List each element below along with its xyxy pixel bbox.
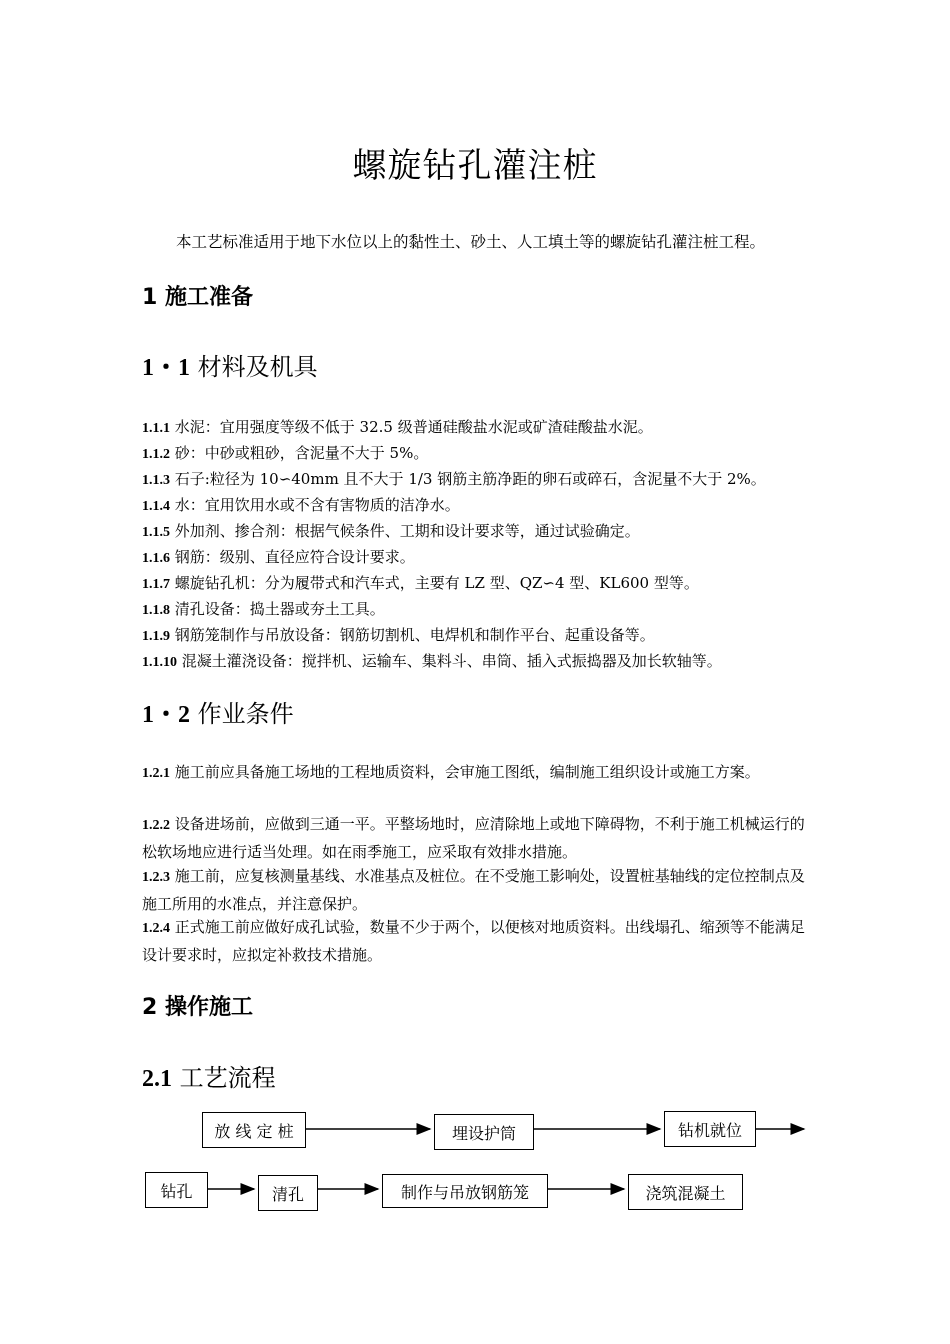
item-number: 1.1.2 [142,447,170,462]
item-text: 正式施工前应做好成孔试验，数量不少于两个，以便核对地质资料。出线塌孔、缩颈等不能满足设计要求时，应拟定补救技术措施。 [142,918,805,964]
subsection-number: 1・2 [142,702,190,728]
item-number: 1.1.9 [142,629,170,644]
item-number: 1.1.3 [142,473,170,488]
flow-step-rebar-cage: 制作与吊放钢筋笼 [382,1174,548,1208]
item-text: 钢筋：级别、直径应符合设计要求。 [174,548,415,566]
item-text: 施工前，应复核测量基线、水准基点及桩位。在不受施工影响处，设置桩基轴线的定位控制点及施工所用的水准点，并注意保护。 [142,867,805,913]
item-number: 1.1.10 [142,655,177,670]
item-number: 1.2.4 [142,921,170,936]
item-number: 1.1.1 [142,421,170,436]
item-text: 螺旋钻孔机：分为履带式和汽车式，主要有 LZ 型、QZ∽4 型、KL600 型等。 [174,574,699,592]
section-1-heading: 1 施工准备 [142,285,253,310]
section-2-heading: 2 操作施工 [142,995,253,1020]
item-number: 1.2.2 [142,818,170,833]
page-title: 螺旋钻孔灌注桩 [352,146,598,186]
flow-step-hole-cleaning: 清孔 [258,1175,318,1211]
flow-step-bury-casing: 埋设护筒 [434,1114,534,1150]
flow-step-pour-concrete: 浇筑混凝土 [628,1174,743,1210]
intro-paragraph: 本工艺标准适用于地下水位以上的黏性土、砂土、人工填土等的螺旋钻孔灌注桩工程。 [176,233,766,251]
item-text: 清孔设备：捣土器或夯土工具。 [174,600,385,618]
item-text: 水泥：宜用强度等级不低于 32.5 级普通硅酸盐水泥或矿渣硅酸盐水泥。 [174,418,653,436]
item-text: 混凝土灌浇设备：搅拌机、运输车、集料斗、串筒、插入式振捣器及加长软轴等。 [181,652,722,670]
item-number: 1.1.6 [142,551,170,566]
subsection-label: 材料及机具 [197,353,318,381]
item-number: 1.2.1 [142,766,170,781]
item-number: 1.1.4 [142,499,170,514]
item-number: 1.1.8 [142,603,170,618]
item-text: 水：宜用饮用水或不含有害物质的洁净水。 [174,496,460,514]
subsection-number: 1・1 [142,355,190,381]
flow-step-drilling: 钻孔 [145,1172,208,1208]
subsection-label: 工艺流程 [179,1064,276,1092]
item-number: 1.1.5 [142,525,170,540]
flow-step-rig-in-place: 钻机就位 [664,1111,756,1147]
flow-step-stake-out: 放 线 定 桩 [202,1112,306,1148]
item-text: 施工前应具备施工场地的工程地质资料，会审施工图纸，编制施工组织设计或施工方案。 [174,763,760,781]
item-text: 设备进场前，应做到三通一平。平整场地时，应清除地上或地下障碍物，不利于施工机械运行的松软场地应进行适当处理。如在雨季施工，应采取有效排水措施。 [142,815,805,861]
subsection-label: 作业条件 [197,700,294,728]
item-text: 钢筋笼制作与吊放设备：钢筋切割机、电焊机和制作平台、起重设备等。 [174,626,655,644]
item-text: 外加剂、掺合剂：根据气候条件、工期和设计要求等，通过试验确定。 [174,522,640,540]
item-text: 石子:粒径为 10∽40mm 且不大于 1/3 钢筋主筋净距的卵石或碎石，含泥量不大于 2%。 [174,470,766,488]
item-text: 砂：中砂或粗砂，含泥量不大于 5%。 [174,444,429,462]
item-number: 1.1.7 [142,577,170,592]
item-number: 1.2.3 [142,870,170,885]
subsection-number: 2.1 [142,1066,172,1092]
